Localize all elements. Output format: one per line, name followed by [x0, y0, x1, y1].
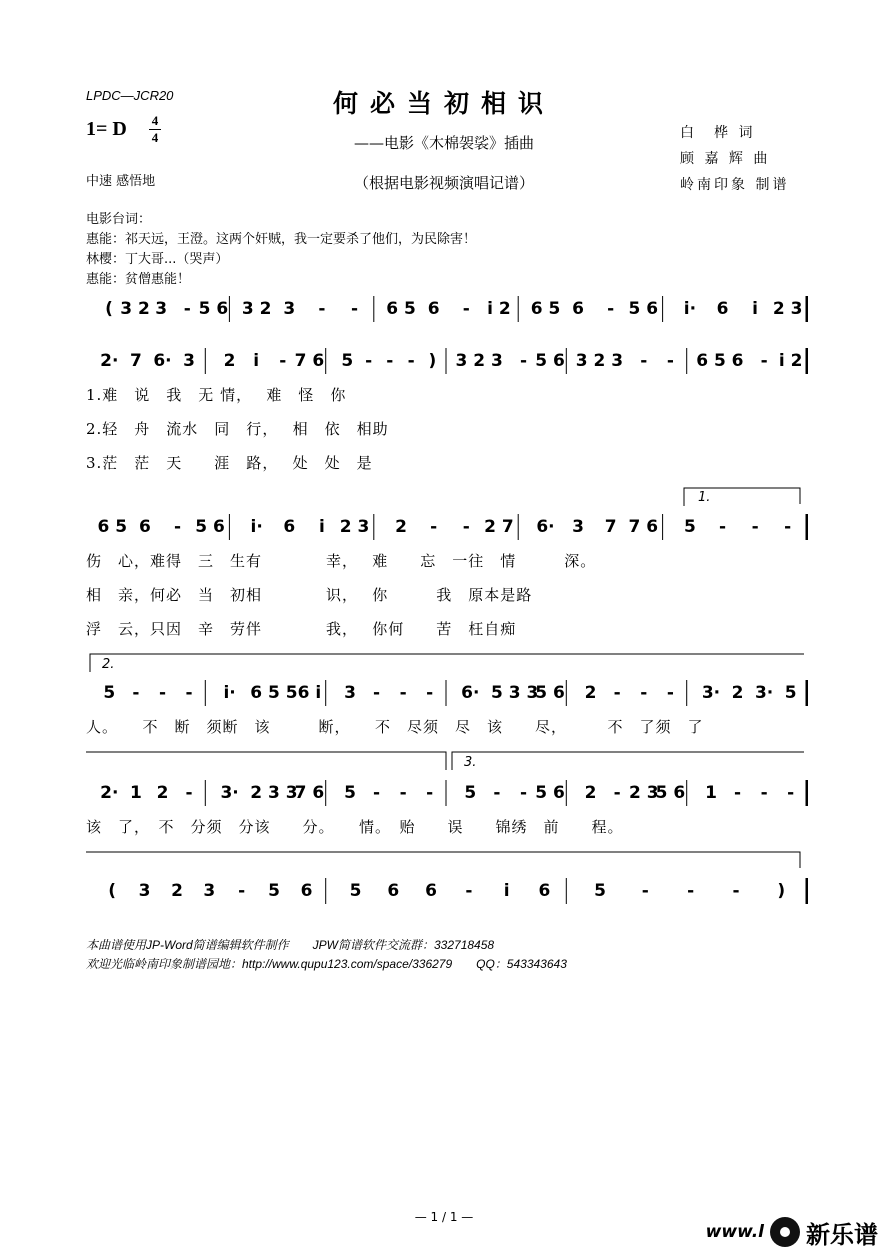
- note: 6·: [153, 351, 172, 371]
- note: -: [238, 881, 246, 901]
- note: 5: [594, 881, 606, 901]
- song-subtitle: ——电影《木棉袈裟》插曲: [353, 134, 534, 152]
- lyric-verse-1: 伤 心，难得 三 生有 幸， 难 忘 一往 情 深。: [86, 552, 597, 570]
- note: 5: [349, 881, 362, 901]
- note: -: [733, 783, 742, 803]
- footer-line: 本曲谱使用JP-Word简谱编辑软件制作 JPW简谱软件交流群：332718458: [86, 938, 495, 952]
- note: -: [426, 783, 434, 803]
- note: -: [350, 299, 359, 319]
- score-code: LPDC—JCR20: [86, 88, 174, 103]
- note: 3·: [701, 683, 721, 703]
- disc-icon: [770, 1217, 800, 1247]
- note: 3: [183, 351, 195, 371]
- lyric-verse-3: 浮 云，只因 辛 劳伴 我， 你何 苦 枉自痴: [86, 620, 517, 638]
- score-row: [86, 772, 808, 812]
- note: -: [607, 299, 615, 319]
- note: 5 6: [535, 351, 565, 371]
- tempo-marking: 中速 感悟地: [86, 174, 156, 189]
- note: 3: [490, 351, 503, 371]
- lyric-verse-2: 2.轻 舟 流水 同 行， 相 依 相助: [86, 420, 389, 438]
- note: 2: [731, 683, 744, 703]
- note: 3 2: [120, 299, 150, 319]
- note: 3: [203, 881, 216, 901]
- note: 5 6: [655, 783, 686, 803]
- note: -: [372, 783, 381, 803]
- note: 2 3: [339, 517, 370, 537]
- note: -: [462, 299, 470, 319]
- composer-credit: 顾 嘉 辉 曲: [680, 151, 771, 167]
- note: 3: [155, 299, 168, 319]
- note: 5: [490, 683, 503, 703]
- note: 5 6: [535, 783, 565, 803]
- arranger-credit: 岭南印象 制谱: [680, 177, 790, 193]
- note: 6: [250, 683, 263, 703]
- note: 6: [716, 299, 729, 319]
- note: 2: [223, 351, 236, 371]
- logo-url: www.l: [705, 1222, 764, 1242]
- note: -: [430, 517, 438, 537]
- note: i: [752, 299, 759, 319]
- note: 6: [538, 881, 551, 901]
- lyric-verse-1: 1.难 说 我 无 情， 难 怪 你: [86, 386, 347, 404]
- note: 5: [784, 683, 797, 703]
- note: -: [640, 351, 648, 371]
- note: 2 3: [772, 299, 803, 319]
- note: i: [253, 351, 260, 371]
- song-title: 何必当初相识: [332, 89, 555, 118]
- lyric-line: 该 了， 不 分须 分该 分。 情。 贻 误 锦绣 前 程。: [86, 818, 624, 836]
- note: 7 6: [294, 351, 325, 371]
- note: 6·: [536, 517, 555, 537]
- score-row: [86, 506, 808, 546]
- note: 5: [268, 881, 281, 901]
- note: 5: [683, 517, 696, 537]
- note: 3: [572, 517, 585, 537]
- note: 5 6: [198, 299, 229, 319]
- note: 6 5: [530, 299, 561, 319]
- note: -: [666, 351, 674, 371]
- note: i·: [250, 517, 263, 537]
- note: 3: [611, 351, 624, 371]
- note: (: [105, 299, 113, 319]
- note: 6: [138, 517, 151, 537]
- note: i: [503, 881, 510, 901]
- note: i: [318, 517, 325, 537]
- note: -: [732, 881, 740, 901]
- time-signature: [149, 114, 161, 145]
- note: 3 2: [455, 351, 486, 371]
- note: 5: [344, 783, 356, 803]
- note: -: [465, 881, 473, 901]
- lyricist-credit: 白 桦 词: [680, 125, 756, 141]
- site-logo: [706, 1214, 878, 1250]
- time-signature-top: 4: [151, 113, 159, 128]
- note: 6 5: [696, 351, 726, 371]
- lyric-line: 人。 不 断 须断 该 断， 不 尽须 尽 该 尽， 不 了须 了: [86, 718, 704, 736]
- note: 2·: [100, 783, 119, 803]
- note: 5: [341, 351, 354, 371]
- score-row: [86, 672, 808, 712]
- note: 2: [171, 881, 183, 901]
- note: -: [718, 517, 727, 537]
- lyric-verse-3: 3.茫 茫 天 涯 路， 处 处 是: [86, 454, 373, 472]
- note: 2 3: [629, 783, 659, 803]
- note: 2: [395, 517, 408, 537]
- note: -: [760, 783, 768, 803]
- note: -: [787, 783, 795, 803]
- score-row: [86, 288, 808, 328]
- dialogue-line: 电影台词：: [86, 212, 152, 227]
- second-ending-bracket: [86, 650, 808, 674]
- first-ending-bracket: [680, 484, 805, 508]
- note: 2 7: [484, 517, 514, 537]
- note: -: [158, 683, 167, 703]
- note: 3·: [220, 783, 239, 803]
- note: 3: [283, 299, 296, 319]
- second-ending-label: 2.: [102, 657, 115, 672]
- score-row: [86, 340, 808, 380]
- note: 6: [300, 881, 313, 901]
- note: -: [493, 783, 501, 803]
- note: 5 6: [195, 517, 225, 537]
- note: 3·: [754, 683, 774, 703]
- note: 6: [572, 299, 585, 319]
- key-signature: 1= D: [86, 118, 127, 140]
- lyric-verse-2: 相 亲，何必 当 初相 识， 你 我 原本是路: [86, 586, 533, 604]
- note: 6: [427, 299, 440, 319]
- logo-name: 新乐谱: [806, 1220, 878, 1249]
- note: ): [777, 881, 786, 901]
- note: 2: [584, 783, 597, 803]
- note: ): [428, 351, 437, 371]
- note: 1: [129, 783, 142, 803]
- note: 5: [464, 783, 477, 803]
- note: -: [751, 517, 759, 537]
- note: -: [760, 351, 768, 371]
- third-ending-label: 3.: [464, 755, 477, 770]
- note: 3 3: [508, 683, 539, 703]
- footer-line: 欢迎光临岭南印象制谱园地：http://www.qupu123.com/space/336279 QQ：543343643: [86, 957, 567, 971]
- note: 7: [604, 517, 617, 537]
- note: 3: [138, 881, 151, 901]
- dialogue-line: 林樱：丁大哥...（哭声）: [86, 252, 229, 267]
- note: -: [784, 517, 792, 537]
- note: 6: [425, 881, 438, 901]
- note: -: [641, 881, 649, 901]
- note: -: [185, 683, 193, 703]
- note: 2·: [100, 351, 119, 371]
- note: 7 6: [294, 783, 325, 803]
- note: -: [372, 683, 381, 703]
- note: i·: [683, 299, 697, 319]
- note: 6: [387, 881, 400, 901]
- note: -: [132, 683, 140, 703]
- note: 3 2: [241, 299, 272, 319]
- note: 3 3: [268, 783, 298, 803]
- note: -: [462, 517, 470, 537]
- note: 5 6: [535, 683, 565, 703]
- note: i·: [223, 683, 236, 703]
- note: -: [407, 351, 415, 371]
- page-number: — 1 / 1 —: [414, 1210, 474, 1224]
- note: -: [640, 683, 648, 703]
- third-ending-bracket: [86, 748, 808, 772]
- note: 6 i: [297, 683, 322, 703]
- note: -: [519, 351, 528, 371]
- note: 1: [705, 783, 717, 803]
- first-ending-label: 1.: [698, 490, 711, 505]
- note: -: [399, 683, 407, 703]
- note: i 2: [487, 299, 511, 319]
- note: -: [279, 351, 287, 371]
- note: -: [519, 783, 528, 803]
- note: 2: [250, 783, 263, 803]
- note: -: [386, 351, 394, 371]
- note: -: [399, 783, 407, 803]
- note: -: [185, 783, 193, 803]
- note: -: [173, 517, 182, 537]
- note: 7: [129, 351, 142, 371]
- note: 7 6: [628, 517, 659, 537]
- note: 6: [731, 351, 744, 371]
- note: 6 5: [97, 517, 128, 537]
- note: (: [108, 881, 117, 901]
- note: 5: [103, 683, 116, 703]
- note: -: [426, 683, 434, 703]
- time-signature-bottom: 4: [151, 130, 159, 145]
- score-row: [86, 870, 808, 910]
- note: -: [666, 683, 674, 703]
- transcription-note: （根据电影视频演唱记谱）: [353, 174, 534, 192]
- note: 5 5: [268, 683, 298, 703]
- note: 2: [584, 683, 597, 703]
- note: 6 5: [386, 299, 416, 319]
- note: 2: [156, 783, 169, 803]
- dialogue-line: 惠能：祁天远，王澄。这两个奸贼，我一定要杀了他们，为民除害！: [86, 232, 477, 247]
- note: 6: [283, 517, 296, 537]
- note: -: [318, 299, 326, 319]
- note: -: [365, 351, 373, 371]
- note: -: [687, 881, 695, 901]
- note: -: [613, 783, 621, 803]
- note: -: [613, 683, 621, 703]
- dialogue-line: 惠能：贫僧惠能！: [86, 272, 191, 287]
- note: i 2: [778, 351, 803, 371]
- note: 3: [344, 683, 356, 703]
- note: 6·: [461, 683, 480, 703]
- note: 3 2: [575, 351, 606, 371]
- coda-bracket: [86, 848, 808, 872]
- note: 5 6: [628, 299, 659, 319]
- note: -: [183, 299, 191, 319]
